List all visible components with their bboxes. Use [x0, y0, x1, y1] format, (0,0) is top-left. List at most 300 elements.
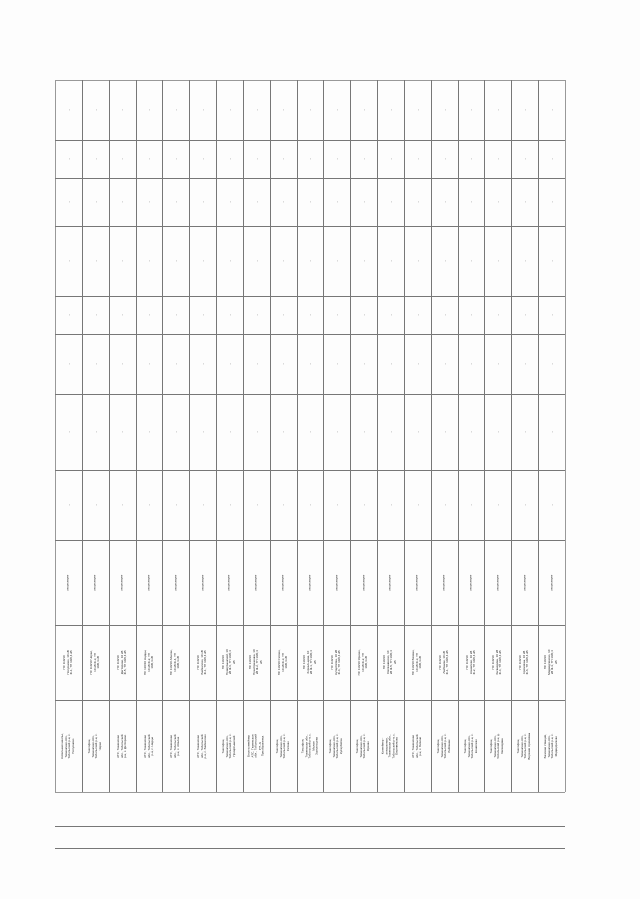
table-cell-empty: [216, 296, 243, 334]
table-cell-empty: [136, 80, 163, 140]
table-cell-object: [82, 700, 109, 792]
footer-rule-lower: [55, 848, 565, 849]
table-cell-empty: [538, 80, 565, 140]
table-cell-empty: [216, 178, 243, 226]
table-cell-empty: [431, 226, 458, 296]
empty-mark: -: [146, 431, 152, 433]
empty-mark: -: [226, 363, 232, 365]
empty-mark: -: [226, 431, 232, 433]
table-cell-empty: [538, 470, 565, 540]
table-cell-empty: [55, 226, 82, 296]
table-cell-empty: [431, 334, 458, 394]
table-cell-empty: [243, 140, 270, 178]
table-cell-empty: [458, 296, 485, 334]
table-cell-empty: [458, 470, 485, 540]
empty-mark: -: [172, 431, 178, 433]
object-text: АТС, Тюменская обл., Тобольский р-н, с. Байкалово: [196, 733, 208, 759]
source-text: ПС 110/10 Загваздина, 10 кВ Ф-4, ТП 10/0,4 кВ: [491, 650, 503, 675]
empty-mark: -: [495, 158, 501, 160]
empty-mark: -: [172, 363, 178, 365]
table-cell-empty: [431, 470, 458, 540]
source-text: ПС 110/10 Преображенка, 10 кВ Ф-2, ТП 10/0,4 кВ: [248, 649, 263, 676]
table-cell-status: [136, 540, 163, 625]
table-cell-empty: [55, 334, 82, 394]
table-cell-empty: [323, 178, 350, 226]
source-text: ПС 110/10 Абалак, 10 кВ Ф-4, ТП 10/0,4 кВ: [169, 649, 181, 676]
table-cell-source: [350, 625, 377, 700]
table-cell-object: [189, 700, 216, 792]
object-text: АТС, Тюменская обл., Тобольский р-н, с. Абалак: [169, 734, 181, 758]
empty-mark: -: [65, 314, 71, 316]
source-text: ПС 110/10 Байкалово, 10 кВ Ф-1, ТП 10/0,4 кВ: [196, 650, 208, 675]
table-cell-object: [511, 700, 538, 792]
table-cell-empty: [350, 334, 377, 394]
object-text: Контейнер - аппаратная, Тюменская обл., Тобольский р-н, с. Овсянниково: [380, 733, 399, 759]
table-cell-empty: [162, 140, 189, 178]
empty-mark: -: [253, 431, 259, 433]
empty-mark: -: [521, 363, 527, 365]
table-cell-source: [538, 625, 565, 700]
table-cell-empty: [431, 296, 458, 334]
empty-mark: -: [199, 109, 205, 111]
table-cell-status: [216, 540, 243, 625]
table-cell-empty: [136, 394, 163, 470]
table-cell-empty: [511, 140, 538, 178]
table-cell-empty: [109, 470, 136, 540]
table-cell-empty: [431, 178, 458, 226]
empty-mark: -: [119, 158, 125, 160]
object-text: Базовая станция, Тюменская обл., Тобольский р-н, с. Медведчиково: [543, 733, 559, 759]
status-text: отсутствует: [146, 574, 151, 591]
table-cell-empty: [109, 334, 136, 394]
empty-mark: -: [414, 431, 420, 433]
empty-mark: -: [441, 109, 447, 111]
table-cell-object: [109, 700, 136, 792]
table-cell-source: [458, 625, 485, 700]
table-cell-empty: [109, 80, 136, 140]
table-cell-empty: [538, 334, 565, 394]
table-cell-empty: [323, 470, 350, 540]
table-cell-empty: [55, 296, 82, 334]
table-cell-empty: [458, 226, 485, 296]
table-cell-empty: [136, 140, 163, 178]
empty-mark: -: [253, 314, 259, 316]
table-cell-status: [431, 540, 458, 625]
source-text: ПС 110/10 Ярково, 10 кВ Ф-2, ТП 10/0,4 кВ: [357, 649, 369, 676]
table-cell-empty: [162, 296, 189, 334]
table-cell-empty: [82, 470, 109, 540]
table-cell-empty: [216, 334, 243, 394]
empty-mark: -: [172, 201, 178, 203]
table-cell-empty: [297, 296, 324, 334]
empty-mark: -: [92, 158, 98, 160]
empty-mark: -: [441, 431, 447, 433]
empty-mark: -: [119, 260, 125, 262]
empty-mark: -: [226, 201, 232, 203]
empty-mark: -: [146, 363, 152, 365]
table-cell-empty: [270, 470, 297, 540]
table-cell-empty: [404, 226, 431, 296]
table-cell-empty: [484, 80, 511, 140]
status-text: отсутствует: [387, 574, 392, 591]
table-cell-empty: [404, 394, 431, 470]
source-text: ПС 110/10 Лайтамак, 10 кВ Ф-1, ТП 10/0,4 кВ: [437, 650, 449, 675]
empty-mark: -: [65, 431, 71, 433]
table-cell-empty: [323, 334, 350, 394]
empty-mark: -: [548, 504, 554, 506]
object-text: Таксофон, Тюменская обл., Тобольский р-н, с. Кутарбитка: [328, 733, 344, 759]
source-text: ПС 110/10 Овсянниково, 10 кВ Ф-5, ТП 10/0,4 кВ: [382, 650, 398, 675]
object-text: Таксофон, Тюменская обл., Тобольский р-н, с. Верхние Аремзяны: [516, 732, 532, 760]
empty-mark: -: [548, 158, 554, 160]
table-cell-empty: [404, 178, 431, 226]
table-cell-object: [136, 700, 163, 792]
empty-mark: -: [334, 431, 340, 433]
empty-mark: -: [468, 363, 474, 365]
table-border-right: [565, 80, 566, 792]
empty-mark: -: [253, 158, 259, 160]
table-cell-status: [55, 540, 82, 625]
empty-mark: -: [226, 260, 232, 262]
table-cell-empty: [297, 80, 324, 140]
empty-mark: -: [92, 109, 98, 111]
table-cell-empty: [109, 140, 136, 178]
empty-mark: -: [119, 109, 125, 111]
object-text: Таксофон, Тюменская обл., Тобольский р-н, с. Прииртышский: [221, 733, 237, 759]
empty-mark: -: [253, 363, 259, 365]
table-cell-empty: [484, 394, 511, 470]
object-text: Таксофон, Тюменская обл., Тобольский р-н, с. Ярково: [355, 733, 371, 759]
empty-mark: -: [548, 201, 554, 203]
empty-mark: -: [146, 314, 152, 316]
object-text: Таксофон, Тюменская обл., Тобольский р-н, д. Загваздина: [489, 733, 505, 759]
empty-mark: -: [521, 504, 527, 506]
empty-mark: -: [468, 314, 474, 316]
empty-mark: -: [280, 363, 286, 365]
object-text: АТС, Тюменская обл., Тобольский р-н, с. Надцы: [142, 734, 154, 758]
table-cell-empty: [162, 226, 189, 296]
table-cell-empty: [270, 80, 297, 140]
empty-mark: -: [334, 363, 340, 365]
table-cell-empty: [216, 226, 243, 296]
table-cell-empty: [136, 226, 163, 296]
table-cell-empty: [189, 394, 216, 470]
table-cell-empty: [243, 226, 270, 296]
table-cell-status: [109, 540, 136, 625]
table-cell-empty: [109, 296, 136, 334]
table-cell-source: [404, 625, 431, 700]
empty-mark: -: [307, 504, 313, 506]
status-text: отсутствует: [307, 574, 312, 591]
source-text: ПС 110/10 Кутарбитка, 10 кВ Ф-4, ТП 10/0,4 кВ: [330, 650, 342, 675]
empty-mark: -: [280, 201, 286, 203]
table-cell-empty: [136, 334, 163, 394]
empty-mark: -: [548, 260, 554, 262]
empty-mark: -: [307, 109, 313, 111]
table-cell-empty: [162, 394, 189, 470]
empty-mark: -: [119, 504, 125, 506]
empty-mark: -: [414, 314, 420, 316]
table-cell-empty: [404, 334, 431, 394]
empty-mark: -: [172, 504, 178, 506]
empty-mark: -: [548, 363, 554, 365]
table-cell-object: [350, 700, 377, 792]
table-cell-status: [270, 540, 297, 625]
empty-mark: -: [521, 431, 527, 433]
object-text: Таксофон, Тюменская обл., Тобольский р-н, с. Сетово: [274, 733, 290, 759]
empty-mark: -: [226, 504, 232, 506]
table-cell-object: [377, 700, 404, 792]
table-cell-object: [431, 700, 458, 792]
empty-mark: -: [199, 260, 205, 262]
table-cell-empty: [109, 178, 136, 226]
table-cell-empty: [511, 394, 538, 470]
table-cell-empty: [82, 334, 109, 394]
table-cell-status: [377, 540, 404, 625]
table-cell-empty: [350, 470, 377, 540]
table-cell-empty: [136, 178, 163, 226]
table-cell-empty: [323, 80, 350, 140]
table-cell-empty: [162, 334, 189, 394]
table-cell-status: [297, 540, 324, 625]
table-cell-empty: [189, 296, 216, 334]
table-cell-empty: [297, 334, 324, 394]
empty-mark: -: [495, 201, 501, 203]
empty-mark: -: [65, 109, 71, 111]
table-cell-status: [323, 540, 350, 625]
source-text: ПС 110/10 Дегтярево, 10 кВ Ф-5, ТП 10/0,4 кВ: [115, 650, 127, 675]
empty-mark: -: [414, 201, 420, 203]
empty-mark: -: [119, 431, 125, 433]
empty-mark: -: [65, 260, 71, 262]
table-cell-empty: [109, 226, 136, 296]
empty-mark: -: [387, 109, 393, 111]
table-cell-status: [243, 540, 270, 625]
table-cell-object: [216, 700, 243, 792]
table-cell-empty: [216, 80, 243, 140]
empty-mark: -: [307, 363, 313, 365]
empty-mark: -: [92, 260, 98, 262]
table-cell-empty: [297, 140, 324, 178]
table-cell-empty: [377, 394, 404, 470]
table-cell-empty: [511, 80, 538, 140]
table-cell-empty: [404, 296, 431, 334]
object-text: Котельная школы, Тюменская обл., Тобольский р-н, с. Полуяново: [60, 733, 76, 759]
table-cell-object: [162, 700, 189, 792]
table-cell-empty: [55, 178, 82, 226]
table-cell-empty: [297, 226, 324, 296]
empty-mark: -: [334, 109, 340, 111]
table-cell-empty: [511, 470, 538, 540]
status-text: отсутствует: [199, 574, 204, 591]
table-cell-status: [404, 540, 431, 625]
table-cell-empty: [189, 178, 216, 226]
status-text: отсутствует: [280, 574, 285, 591]
source-text: ПС 110/10 Надцы, 10 кВ Ф-2, ТП 10/0,4 кВ: [142, 649, 154, 676]
empty-mark: -: [521, 314, 527, 316]
table-cell-object: [55, 700, 82, 792]
table-cell-source: [162, 625, 189, 700]
object-text: Таксофон, Тюменская обл., Тобольский р-н, с. Чирки: [87, 733, 102, 759]
table-cell-empty: [458, 334, 485, 394]
table-cell-status: [189, 540, 216, 625]
table-cell-empty: [270, 334, 297, 394]
table-cell-empty: [484, 470, 511, 540]
table-cell-empty: [350, 394, 377, 470]
table-cell-empty: [216, 394, 243, 470]
empty-mark: -: [199, 431, 205, 433]
empty-mark: -: [307, 260, 313, 262]
empty-mark: -: [360, 260, 366, 262]
table-cell-object: [458, 700, 485, 792]
table-cell-empty: [458, 140, 485, 178]
table-cell-empty: [136, 470, 163, 540]
empty-mark: -: [92, 314, 98, 316]
table-cell-empty: [270, 178, 297, 226]
empty-mark: -: [280, 109, 286, 111]
empty-mark: -: [280, 314, 286, 316]
empty-mark: -: [172, 109, 178, 111]
table-cell-object: [243, 700, 270, 792]
source-text: ПС 110/10 Полуяново, 10 кВ Ф-1, ТП 10/0,4 кВ: [62, 650, 74, 675]
table-cell-empty: [243, 178, 270, 226]
table-cell-empty: [484, 178, 511, 226]
table-cell-empty: [484, 226, 511, 296]
table-cell-object: [297, 700, 324, 792]
empty-mark: -: [172, 260, 178, 262]
table-cell-object: [484, 700, 511, 792]
table-cell-object: [404, 700, 431, 792]
empty-mark: -: [548, 431, 554, 433]
empty-mark: -: [468, 431, 474, 433]
empty-mark: -: [521, 260, 527, 262]
table-cell-empty: [458, 80, 485, 140]
status-text: отсутствует: [334, 574, 339, 591]
status-text: отсутствует: [253, 574, 258, 591]
empty-mark: -: [92, 504, 98, 506]
object-text: АТС, Тюменская обл., Тобольский р-н, с. Дегтярево: [115, 734, 127, 758]
table-cell-empty: [162, 80, 189, 140]
table-cell-empty: [82, 296, 109, 334]
table-cell-source: [136, 625, 163, 700]
empty-mark: -: [468, 504, 474, 506]
table-cell-empty: [404, 140, 431, 178]
table-cell-source: [484, 625, 511, 700]
table-cell-source: [377, 625, 404, 700]
empty-mark: -: [521, 158, 527, 160]
empty-mark: -: [119, 314, 125, 316]
empty-mark: -: [414, 504, 420, 506]
empty-mark: -: [253, 504, 259, 506]
source-text: ПС 110/10 Зоркальцева, 10 кВ Ф-1, ТП 10/0,4 кВ: [301, 650, 317, 675]
table-cell-source: [511, 625, 538, 700]
empty-mark: -: [226, 158, 232, 160]
status-text: отсутствует: [92, 574, 97, 591]
table-cell-empty: [109, 394, 136, 470]
table-cell-empty: [538, 394, 565, 470]
empty-mark: -: [172, 158, 178, 160]
table-cell-source: [323, 625, 350, 700]
table-cell-empty: [82, 178, 109, 226]
table-cell-empty: [55, 80, 82, 140]
empty-mark: -: [172, 314, 178, 316]
table-cell-source: [431, 625, 458, 700]
empty-mark: -: [146, 504, 152, 506]
table-cell-empty: [55, 470, 82, 540]
table-cell-empty: [82, 140, 109, 178]
table-cell-empty: [538, 226, 565, 296]
source-text: ПС 110/10 Прииртышский, 10 кВ Ф-6, ТП 10/0,4 кВ: [221, 649, 237, 676]
table-cell-empty: [431, 80, 458, 140]
table-cell-empty: [243, 296, 270, 334]
empty-mark: -: [387, 504, 393, 506]
empty-mark: -: [334, 314, 340, 316]
empty-mark: -: [468, 260, 474, 262]
empty-mark: -: [253, 260, 259, 262]
empty-mark: -: [387, 201, 393, 203]
empty-mark: -: [441, 363, 447, 365]
table-cell-source: [82, 625, 109, 700]
table-cell-empty: [377, 140, 404, 178]
table-cell-source: [297, 625, 324, 700]
empty-mark: -: [65, 201, 71, 203]
status-text: отсутствует: [495, 574, 500, 591]
table-cell-status: [458, 540, 485, 625]
table-cell-status: [162, 540, 189, 625]
table-cell-source: [55, 625, 82, 700]
empty-mark: -: [387, 363, 393, 365]
empty-mark: -: [226, 314, 232, 316]
status-text: отсутствует: [226, 574, 231, 591]
empty-mark: -: [334, 201, 340, 203]
empty-mark: -: [387, 260, 393, 262]
empty-mark: -: [414, 109, 420, 111]
table-cell-status: [82, 540, 109, 625]
empty-mark: -: [334, 504, 340, 506]
table-cell-empty: [377, 296, 404, 334]
table-cell-empty: [136, 296, 163, 334]
source-text: ПС 110/10 Кошелево, 10 кВ Ф-2, ТП 10/0,4 кВ: [464, 650, 476, 675]
table-cell-empty: [82, 394, 109, 470]
empty-mark: -: [360, 314, 366, 316]
table-cell-empty: [189, 470, 216, 540]
empty-mark: -: [521, 109, 527, 111]
status-text: отсутствует: [172, 574, 177, 591]
empty-mark: -: [307, 314, 313, 316]
empty-mark: -: [414, 260, 420, 262]
empty-mark: -: [521, 201, 527, 203]
empty-mark: -: [65, 158, 71, 160]
table-cell-empty: [243, 394, 270, 470]
empty-mark: -: [548, 314, 554, 316]
table-cell-source: [109, 625, 136, 700]
empty-mark: -: [495, 260, 501, 262]
empty-mark: -: [65, 504, 71, 506]
status-text: отсутствует: [468, 574, 473, 591]
table-cell-empty: [270, 226, 297, 296]
table-cell-empty: [431, 140, 458, 178]
empty-mark: -: [495, 431, 501, 433]
table-cell-empty: [377, 80, 404, 140]
table-cell-status: [350, 540, 377, 625]
table-cell-empty: [404, 470, 431, 540]
table-cell-empty: [538, 140, 565, 178]
table-cell-object: [270, 700, 297, 792]
table-border-bottom: [55, 792, 565, 793]
table-cell-empty: [189, 80, 216, 140]
table-cell-status: [484, 540, 511, 625]
table-cell-empty: [458, 394, 485, 470]
